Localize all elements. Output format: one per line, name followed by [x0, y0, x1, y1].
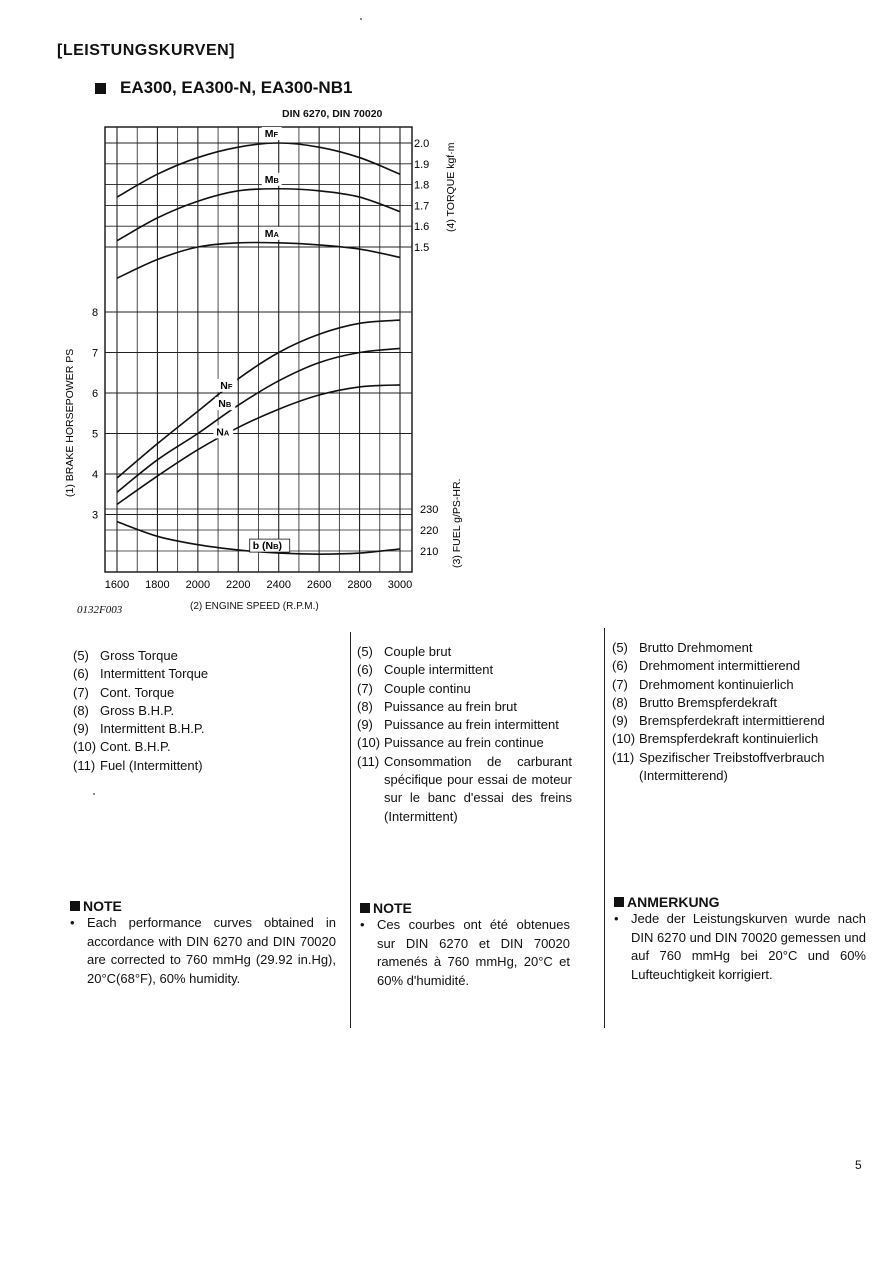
x-tick-label: 1600 — [104, 579, 130, 591]
curve-label-main: N — [218, 398, 226, 411]
legend-text: Drehmoment kontinuierlich — [639, 676, 794, 692]
legend-number: (11) — [73, 757, 96, 773]
note-text: Jede der Leistungskurven wurde nach DIN 6270 und DIN 70020 gemessen und auf 760 mmHg bei 20°C und 60% Lufteuchtigkeit korrigiert. — [631, 911, 866, 982]
legend-text: Puissance au frein continue — [384, 735, 544, 751]
fuel-tick-label: 230 — [420, 504, 439, 516]
legend-number: (7) — [612, 676, 628, 692]
figure-code: 0132F003 — [77, 604, 123, 616]
legend-text: Drehmoment intermittierend — [639, 658, 801, 674]
legend-item — [357, 698, 572, 716]
model-title-text: EA300, EA300-N, EA300-NB1 — [120, 78, 353, 97]
legend-item — [357, 716, 572, 734]
torque-tick-label: 1.5 — [414, 242, 430, 254]
legend-item — [612, 694, 870, 712]
fuel-tick-label: 210 — [420, 546, 439, 558]
legend-text: Cont. Torque — [100, 684, 175, 700]
legend-number: (10) — [357, 735, 381, 751]
note-heading — [614, 894, 866, 910]
curve-label-main: N — [216, 426, 224, 439]
curve-label — [265, 174, 280, 186]
legend-text: Gross B.H.P. — [100, 702, 175, 718]
note-text: Ces courbes ont été obtenues sur DIN 6270 et DIN 70020 ramenés à 760 mmHg, 20°C et 60% d'humidité. — [377, 917, 570, 988]
legend-number: (6) — [73, 666, 89, 682]
torque-tick-label: 1.9 — [414, 158, 430, 171]
legend-number: (6) — [612, 658, 628, 674]
x-axis-label: (2) ENGINE SPEED (R.P.M.) — [190, 601, 319, 612]
curve-label — [253, 540, 282, 552]
note-body — [360, 916, 570, 990]
legend-item — [612, 712, 870, 730]
speck-dot — [360, 18, 362, 20]
bullet-icon: • — [614, 911, 619, 926]
power-tick-label: 3 — [92, 509, 99, 522]
power-tick-label: 6 — [92, 388, 99, 400]
fuel-tick-label: 220 — [420, 525, 439, 537]
page-number: 5 — [855, 1158, 862, 1172]
note-german — [614, 894, 866, 984]
performance-chart — [0, 0, 892, 625]
note-body — [614, 910, 866, 984]
curve-label-sub: F — [227, 381, 233, 391]
section-title: [LEISTUNGSKURVEN] — [57, 42, 235, 59]
note-heading-text: ANMERKUNG — [627, 894, 720, 910]
torque-tick-label: 1.7 — [414, 200, 430, 213]
legend-item — [612, 657, 870, 675]
legend-item — [357, 661, 572, 679]
legend-text: Fuel (Intermittent) — [100, 757, 203, 773]
x-tick-label: 1800 — [145, 579, 170, 591]
curve-label-sub: A — [273, 229, 279, 239]
legend-item — [73, 702, 323, 720]
legend-item — [73, 720, 323, 738]
column-divider — [604, 628, 605, 1028]
x-tick-label: 2200 — [226, 579, 251, 591]
legend-text: Puissance au frein intermittent — [384, 717, 559, 733]
legend-text: Spezifischer Treibstoffverbrauch (Intermitterend) — [639, 749, 825, 784]
legend-item — [612, 730, 870, 748]
english-legend — [73, 647, 323, 775]
legend-text: Couple brut — [384, 644, 452, 659]
legend-text: Intermittent Torque — [100, 666, 209, 682]
speck-dot — [93, 793, 95, 795]
legend-number: (9) — [357, 717, 373, 733]
power-tick-label: 8 — [92, 307, 99, 319]
legend-number: (8) — [357, 698, 373, 714]
legend-number: (11) — [357, 753, 380, 769]
legend-text: Cont. B.H.P. — [100, 739, 171, 755]
legend-text: Brutto Bremspferdekraft — [639, 694, 777, 710]
legend-item — [73, 665, 323, 683]
legend-item — [357, 734, 572, 752]
note-heading — [70, 898, 336, 914]
legend-item — [73, 647, 323, 665]
curve-label-sub: F — [273, 130, 279, 139]
curve-label-main: M — [264, 128, 274, 140]
curve-label-main: N — [220, 379, 228, 392]
torque-tick-label: 1.6 — [414, 221, 430, 234]
fuel-axis-label: (3) FUEL g/PS-HR. — [451, 478, 463, 568]
legend-text: Intermittent B.H.P. — [100, 721, 205, 737]
curve-label-main: M — [264, 227, 274, 240]
curve-label-sub: A — [223, 428, 230, 438]
power-tick-label: 4 — [92, 469, 99, 481]
square-bullet-icon — [614, 897, 624, 907]
legend-number: (5) — [357, 644, 373, 659]
german-legend — [612, 639, 870, 785]
column-divider — [350, 632, 351, 1028]
curve-label-tail: ) — [278, 540, 283, 553]
square-bullet-icon — [360, 903, 370, 913]
curve-label — [220, 380, 233, 392]
legend-text: Bremspferdekraft kontinuierlich — [639, 731, 819, 747]
bullet-icon: • — [70, 915, 75, 930]
note-english — [70, 898, 336, 988]
note-body — [70, 914, 336, 988]
curve-label — [216, 426, 230, 438]
legend-text: Consommation de carburant spécifique pour essai de moteur sur le banc d'essai des freins (Intermittent) — [384, 753, 572, 824]
curve-label-sub: B — [225, 400, 232, 410]
legend-item — [73, 684, 323, 702]
bullet-icon: • — [360, 917, 365, 932]
legend-text: Gross Torque — [100, 648, 178, 663]
legend-number: (9) — [73, 721, 89, 737]
torque-tick-label: 2.0 — [414, 138, 430, 150]
legend-number: (5) — [612, 640, 628, 655]
chart-labels — [64, 127, 463, 591]
standard-label: DIN 6270, DIN 70020 — [282, 108, 383, 120]
legend-text: Couple continu — [384, 680, 471, 696]
french-legend — [357, 643, 572, 826]
torque-tick-label: 1.8 — [414, 179, 430, 192]
legend-item — [357, 680, 572, 698]
x-tick-label: 2600 — [306, 579, 332, 591]
x-tick-label: 2000 — [185, 579, 211, 591]
note-heading-text: NOTE — [373, 900, 412, 916]
curve-label — [265, 228, 280, 240]
curve-label — [218, 398, 232, 410]
legend-number: (9) — [612, 713, 628, 729]
curve-label-sub: B — [273, 542, 279, 552]
power-axis-label: (1) BRAKE HORSEPOWER PS — [64, 348, 76, 497]
legend-number: (6) — [357, 662, 373, 678]
x-tick-label: 2400 — [266, 579, 291, 591]
legend-number: (10) — [73, 739, 97, 755]
legend-item — [73, 757, 323, 775]
legend-number: (10) — [612, 731, 636, 747]
note-text: Each performance curves obtained in accordance with DIN 6270 and DIN 70020 are corrected to 760 mmHg (29.92 in.Hg), 20°C(68°F), 60% humidity. — [87, 915, 336, 986]
legend-number: (8) — [612, 694, 628, 710]
legend-item — [357, 643, 572, 661]
x-tick-label: 2800 — [347, 579, 372, 591]
legend-text: Brutto Drehmoment — [639, 640, 753, 655]
legend-item — [612, 749, 870, 786]
legend-number: (5) — [73, 648, 89, 663]
legend-number: (7) — [357, 680, 373, 696]
x-tick-label: 3000 — [387, 579, 413, 591]
legend-item — [612, 639, 870, 657]
power-tick-label: 5 — [92, 428, 99, 441]
note-heading — [360, 900, 570, 916]
legend-number: (7) — [73, 684, 89, 700]
chart-grid — [105, 127, 412, 572]
torque-axis-label: (4) TORQUE kgf·m — [445, 142, 457, 232]
curve-label — [265, 128, 279, 140]
legend-item — [357, 753, 572, 826]
note-french — [360, 900, 570, 990]
legend-text: Couple intermittent — [384, 662, 494, 678]
square-bullet-icon — [70, 901, 80, 911]
power-tick-label: 7 — [92, 347, 99, 360]
legend-number: (8) — [73, 702, 89, 718]
legend-item — [612, 676, 870, 694]
legend-text: Puissance au frein brut — [384, 698, 517, 714]
note-heading-text: NOTE — [83, 898, 122, 914]
curve-label-sub: B — [273, 175, 279, 185]
legend-item — [73, 738, 323, 756]
legend-text: Bremspferdekraft intermittierend — [639, 713, 825, 729]
curve-label-main: b (N — [252, 540, 274, 553]
legend-number: (11) — [612, 749, 635, 765]
curve-label-main: M — [264, 173, 274, 186]
